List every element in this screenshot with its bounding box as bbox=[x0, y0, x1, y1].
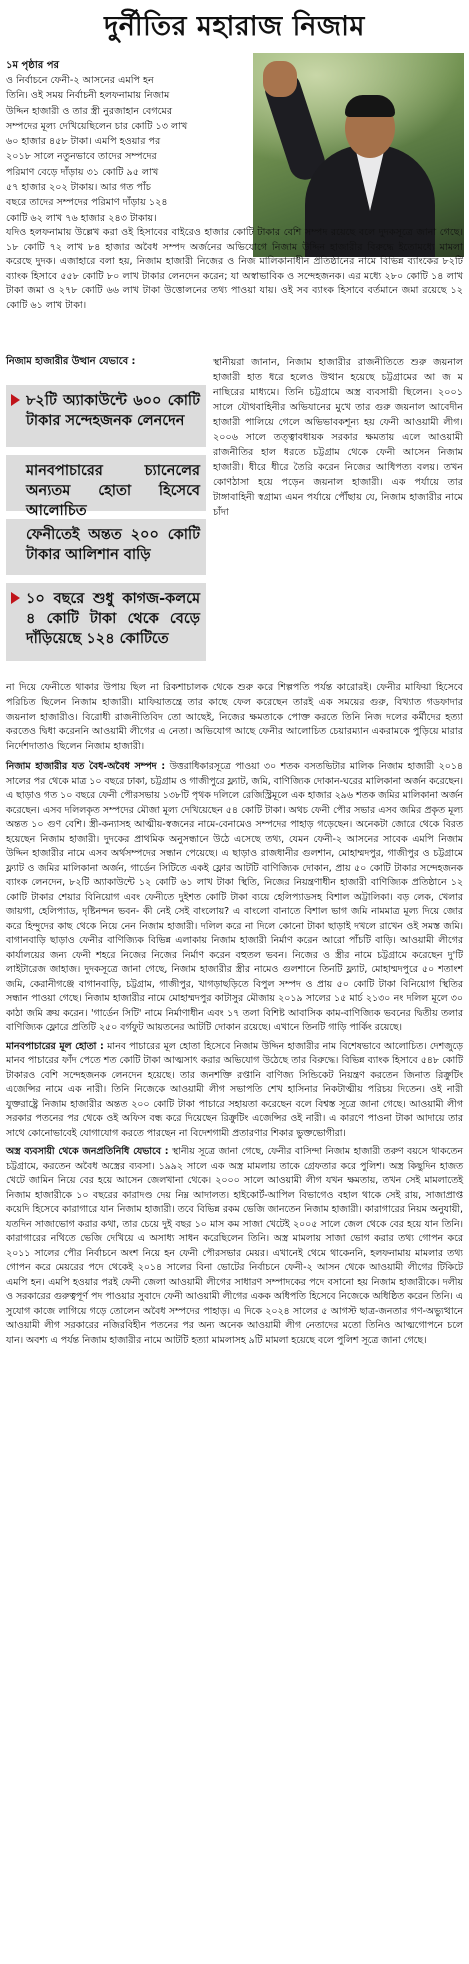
intro-line: ও নির্বাচনে ফেনী-২ আসনের এমপি হন bbox=[6, 75, 154, 86]
intro-line: সম্পদের মূল্য দেখিয়েছিলেন চার কোটি ১৩ লাখ bbox=[6, 120, 188, 132]
pullquote-accounts: ৮২টি অ্যাকাউন্টে ৬০০ কোটি টাকার সন্দেহজনক লেনদেন bbox=[6, 385, 206, 447]
assets-lead: নিজাম হাজারীর যত বৈধ-অবৈধ সম্পদ : bbox=[6, 761, 166, 772]
pullquote-assets-growth: ১০ বছরে শুধু কাগজ-কলমে ৪ কোটি টাকা থেকে বেড়ে দাঁড়িয়েছে ১২৪ কোটিতে bbox=[6, 583, 206, 661]
intro-line: ৫৭ হাজার ২০২ টাকায়। আর গত পাঁচ bbox=[6, 182, 151, 194]
intro-section bbox=[0, 55, 469, 355]
article bbox=[0, 6, 469, 1348]
assets-section bbox=[0, 760, 469, 1036]
trafficking-body: মানব পাচারের মূল হোতা হিসেবে নিজাম উদ্দিন হাজারীর নাম বিশেষভাবে আলোচিত। দেশজুড়ে মানব পাচারের ফাঁদ পেতে শত কোটি টাকা আত্মসাৎ করার অভিযোগ উঠেছে তার বিরুদ্ধে। বিভিন্ন ব্যাংক হিসাবে ৫৪৮ কোটি টাকারও বেশি সন্দেহজনক লেনদেন হয়েছে। তার জনশক্তি রপ্তানি বাণিজ্য সিন্ডিকেট নিয়ন্ত্রণ করতেন জিনাত রিক্রুটিং এজেন্সির নামে এক নারী। তিনি নিজেকে আওয়ামী লীগ সভাপতি শেখ হাসিনার নিকটাত্মীয় পরিচয় দিতেন। ওই নারী যুক্তরাষ্ট্রে নিজাম হাজারীর অন্তত ২০০ কোটি টাকা পাচারে সহায়তা করেছেন বলে বিশ্বস্ত সূত্রে জানা গেছে। আওয়ামী লীগ সরকার পতনের পর থেকে ওই অফিস বন্ধ করে দিয়েছেন রিক্রুটিং এজেন্সির ওই নারী। এ কারণে পাওনা টাকা আদায়ে তার সাথে কোনোভাবেই যোগাযোগ করতে পারছেন না বিদেশগামী প্রতারণার শিকার ভুক্তভোগীরা। bbox=[6, 1040, 463, 1139]
intro-line: ২০১৮ সালে নতুনভাবে তাদের সম্পদের bbox=[6, 151, 157, 163]
arrow-icon bbox=[11, 394, 20, 406]
trafficking-section bbox=[0, 1036, 469, 1142]
arms-body: স্থানীয় সূত্রে জানা গেছে, ফেনীর বাসিন্দা নিজাম হাজারী তরুণ বয়সে থাকতেন চট্টগ্রামে, করতেন অবৈধ অস্ত্রের ব্যবসা। ১৯৯২ সালে এক অস্ত্র মামলায় তাকে গ্রেফতার করে পুলিশ। অস্ত্র কিছুদিন হাজত খেটে জামিন নিয়ে বের হয়ে আসেন জেলখানা থেকে। ২০০০ সালে আওয়ামী লীগ যখন ক্ষমতায়, তখন সেই মামলাতেই নিজাম হাজারীকে ১০ বছরের কারাদণ্ড দেয় নিম্ন আদালত। হাইকোর্ট-আপিল বিভাগেও বহাল থাকে সেই রায়, সাজাপ্রাপ্ত কয়েদি হিসেবে কারাগারে যান নিজাম হাজারী। তবে বিভিন্ন রকম ভেজি জানতেন নিজাম হাজারী। কারাগারের নিয়ম অনুযায়ী, যতদিন সাজাভোগ করার কথা, তার চেয়ে দুই বছর ১০ মাস কম সাজা খেটেই ২০০৫ সালে জেল থেকে বের হয়ে যান তিনি। কারাগারের নথিতে ভেজি দেখিয়ে এ অসাধ্য সাধন করেছিলেন তিনি। অস্ত্র মামলায় সাজা ভোগ করার তথ্য গোপন করে ২০১১ সালের পৌর নির্বাচনে অংশ নিয়ে হন ফেনী পৌরসভার মেয়র। এখানেই থেমে থাকেননি, হলফনামায় মামলার তথ্য গোপন করে মেয়রের পদে থেকেই ২০১৪ সালের বিনা ভোটের নির্বাচনে ফেনী-২ আসন থেকে আওয়ামী লীগের টিকিটে এমপি হন। এমপি হওয়ার পরই ফেনী জেলা আওয়ামী লীগের সাধারণ সম্পাদকের পদে বসানো হয় নিজাম হাজারীকে। দলীয় ও সরকারের গুরুত্বপূর্ণ পদ পাওয়ার সুবাদে ফেনী আওয়ামী লীগের একক অধিপতি হিসেবে নিজেকে অধিষ্ঠিত করেন তিনি। এ সুযোগ কাজে লাগিয়ে গড়ে তোলেন অবৈধ সম্পদের পাহাড়। এ দিকে ২০২৪ সালের ৫ আগস্ট ছাত্র-জনতার গণ-অভ্যুত্থানে আওয়ামী লীগ সরকারের নজিরবিহীন পতনের পর অন্য অনেক আওয়ামী লীগ নেতাদের মতো তিনিও আত্মগোপনে চলে যান। অবশ্য এ পর্যন্ত নিজাম হাজারীর নামে আটটি হত্যা মামলাসহ ৯টি মামলা হয়েছে বলে পুলিশ সূত্রে জানা গেছে। bbox=[6, 1146, 463, 1346]
intro-body: যদিও হলফনামায় উল্লেখ করা ওই হিসাবের বাইরেও হাজার কোটি টাকার বেশি সম্পদ রয়েছে বলে দুদকসূত্রে জানা গেছে। ১৮ কোটি ৭২ লাখ ৮৪ হাজার অবৈধ সম্পদ অর্জনের অভিযোগে নিজাম উদ্দিন হাজারীর বিরুদ্ধে ইতোমধ্যে মামলা করেছে দুদক। এজাহারে বলা হয়, নিজাম হাজারী নিজের ও নিজ মালিকানাধীন প্রতিষ্ঠানের নামে বিভিন্ন ব্যাংকের ৮২টি ব্যাংক হিসাবে ৫৫৮ কোটি ৮০ লাখ টাকার লেনদেন করেন; যা অস্বাভাবিক ও সন্দেহজনক। এর মধ্যে ২৮০ কোটি ১৪ লাখ টাকা জমা ও ২৭৮ কোটি ৬৬ লাখ টাকা উত্তোলনের তথ্য পাওয়া যায়। ওই সব ব্যাংক হিসাবে বর্তমানে জমা রয়েছে ১২ কোটি ৬১ লাখ টাকা। bbox=[6, 227, 463, 311]
intro-line: ৬০ হাজার ৪৫৮ টাকা। এমপি হওয়ার পর bbox=[6, 136, 161, 148]
intro-line: পরিমাণ বেড়ে দাঁড়ায় ৩১ কোটি ৯৫ লাখ bbox=[6, 166, 159, 178]
pullquote-trafficking: মানবপাচারের চ্যানেলের অন্যতম হোতা হিসেবে আলোচিত bbox=[6, 455, 206, 511]
rise-lead: নিজাম হাজারীর উত্থান যেভাবে : bbox=[6, 356, 136, 367]
rise-section bbox=[0, 355, 469, 760]
trafficking-lead: মানবপাচারের মূল হোতা : bbox=[6, 1040, 104, 1052]
arms-section bbox=[0, 1141, 469, 1348]
pullquote-house: ফেনীতেই অন্তত ২০০ কোটি টাকার আলিশান বাড়ি bbox=[6, 519, 206, 575]
rise-body: না দিয়ে ফেনীতে থাকার উপায় ছিল না রিকশাচালক থেকে শুরু করে শিল্পপতি পর্যন্ত কারোরই। ফেনীর মাফিয়া হিসেবে পরিচিত ছিলেন নিজাম হাজারী। মাফিয়াতন্ত্রে তার কাছে ফেল করেছেন তারই এক সময়ের গুরু, বিখ্যাত গডফাদার জয়নাল হাজারীও। বিরোধী রাজনীতিবিদ তো আছেই, নিজের ক্ষমতাকে পোক্ত করতে তিনি নিজ দলের কর্মীদের হত্যা করতেও দ্বিধা করেননি আওয়ামী লীগের এ নেতা। অভিযোগ আছে ফেনীর আলোচিত চেয়ারম্যান একরামকে পুড়িয়ে মারার নির্দেশদাতাও ছিলেন নিজাম হাজারী। bbox=[6, 682, 463, 753]
arms-lead: অস্ত্র ব্যবসায়ী থেকে জনপ্রতিনিধি যেভাবে : bbox=[6, 1146, 169, 1157]
intro-left-column bbox=[6, 73, 248, 226]
intro-line: তিনি। ওই সময় নির্বাচনী হলফনামায় নিজাম bbox=[6, 90, 170, 102]
rise-right-column: স্থানীয়রা জানান, নিজাম হাজারীর রাজনীতিতে শুরু জয়নাল হাজারী হাত ধরে হলেও উত্থান হয়েছে চট্টগ্রামের আ জ ম নাছিরের মাধ্যমে। তিনি চট্টগ্রামে অস্ত্র ব্যবসায়ী ছিলেন। ২০০১ সালে যৌথবাহিনীর অভিযানের মুখে তার গুরু জয়নাল আবেদীন হাজারী পালিয়ে গেলে অভিভাবকশূন্য হয় ফেনী আওয়ামী লীগ। ২০০৬ সালে তত্ত্বাবধায়ক সরকার ক্ষমতায় এলে আওয়ামী রাজনীতির হাল ধরতে চট্টগ্রাম থেকে ফেনী আসেন নিজাম হাজারী। ধীরে ধীরে তৈরি করেন নিজের আধিপত্য বলয়। তখন কোণঠাসা হয়ে পড়েন জয়নাল হাজারী। এক পর্যায়ে তার টাঙ্গাবাহিনী স্বগ্রাম্য এমন পর্যায়ে পৌঁছায় যে, নিজাম হাজারীর নামে চাঁদা bbox=[213, 357, 463, 518]
intro-line: কোটি ৬২ লাখ ৭৬ হাজার ২৪৩ টাকায়। bbox=[6, 212, 157, 224]
intro-line: বছরে তাদের সম্পদের পরিমাণ দাঁড়ায় ১২৪ bbox=[6, 197, 168, 209]
arrow-icon bbox=[11, 592, 20, 604]
headline: দুর্নীতির মহারাজ নিজাম bbox=[104, 11, 365, 42]
intro-line: উদ্দিন হাজারী ও তার স্ত্রী নুরজাহান বেগমের bbox=[6, 105, 173, 117]
assets-body: উত্তরাধিকারসূত্রে পাওয়া ৩০ শতক বসতভিটার মালিক নিজাম হাজারী ২০১৪ সালের পর থেকে মাত্র ১০ বছরে ঢাকা, চট্টগ্রাম ও গাজীপুরে ফ্ল্যাট, জমি, বাণিজ্যিক দোকান-ঘরের মালিকানা অর্জন করেছেন। এ ছাড়াও গত ১০ বছরে ফেনী পৌরসভায় ১৩৮টি পৃথক দলিলে রেজিস্ট্রিমূলে এক হাজার ২৯৬ শতক জমির মালিকানা অর্জন করেছেন। এসব দলিলকৃত সম্পদের মৌজা মূল্য দেখিয়েছেন ৫৪ কোটি টাকা। অথচ ফেনী পৌর সভার এসব জমির প্রকৃত মূল্য অন্তত ১০ গুণ বেশি। স্ত্রী-কন্যাসহ আত্মীয়-স্বজনের নামে-বেনামেও সম্পদের পাহাড় গড়েছেন। অনেকটা জোরে থেকে বিরত হয়েছেন নিজাম হাজারী। দুদকের প্রাথমিক অনুসন্ধানে উঠে এসেছে তথ্য, যেমন ফেনী-২ আসনের সাবেক এমপি নিজাম উদ্দিন হাজারীর নামে এসব অর্থসম্পদের সন্ধান পেয়েছে। এ ছাড়াও রাজধানীর গুলশান, মোহাম্মদপুর, গাজীপুর ও চট্টগ্রামে ফ্ল্যাট ও জমির মালিকানা অর্জন, গার্ডেন সিটিতে একই ফ্লোর আটটি বাণিজ্যিক দোকান, প্রায় ৫০ কোটি টাকার সন্দেহজনক ব্যাংক লেনদেন, ৮২টি অ্যাকাউন্টে ১২ কোটি ৬১ লাখ টাকা স্থিতি, নিজের নিয়ন্ত্রণাধীন হাজারী বাণিজ্যিক প্রতিষ্ঠানে ১২ কোটি টাকার শেয়ার বিনিয়োগ এবং ফেনীতে দুইশত কোটি টাকা ব্যয়ে হেলিপ্যাডসহ বিশাল অট্টালিকা। বড় লেক, খেলার জায়গা, হেলিপ্যাড, দৃষ্টিনন্দন ভবন- কী নেই সেই বাংলোয়? এ বাংলো বানাতে বিশাল ভাগ জমি নামমাত্র মূল্য দিয়ে জোর করে হিন্দুদের কাছ থেকে নিয়ে নেন নিজাম হাজারী। দলিল করে না দিলে কোনো টাকা ছাড়াই দখলে রাখেন ওই সমস্ত জমি। বাগানবাড়ি ছাড়াও ফেনীর বাণিজ্যিক বিভিন্ন এলাকায় নিজাম হাজারী নির্মাণ করেন আরো পাঁচটি বাড়ি। আওয়ামী লীগের কার্যালয়ের জন্য ফেনী শহরে নিজের নিজের নির্মাণ করেন বহুতল ভবন। নিজের ও স্ত্রীর নামে চট্টগ্রামে করেছেন দু'টি লাইটারেজ জাহাজ। দুদকসূত্রে জানা গেছে, নিজাম হাজারীর স্ত্রীর নামেও গুলশানে তিনটি ফ্ল্যাট, মোহাম্মদপুরে ৫০ শতাংশ জমি, কেরানীগঞ্জে বাগানবাড়ি, চট্টগ্রাম, গাজীপুর, খাগড়াছড়িতে বিপুল সম্পদ ও প্রায় ৫০ কোটি টাকা বিনিয়োগ স্থিতির সন্ধান পাওয়া গেছে। নিজাম হাজারীর নামে মোহাম্মদপুর কাটাসুর মৌজায় ২০১৯ সালের ১৫ মার্চ ২১৩০ নং দলিল মূলে ৩০ কাঠা জমি ক্রয় করেন। 'গার্ডেন সিটি' নামে নির্মাণাধীন এবং ১৭ তলা বিশিষ্ট আবাসিক কাম-বাণিজ্যিক ভবনের দ্বিতীয় তলার বাণিজ্যিক ফ্লোরে প্রতিটি ২৫০ বর্গফুট আয়তনের আটটি দোকান রয়েছে। এখানে তিনটি গাড়ি পার্কিং রয়েছে। bbox=[6, 761, 463, 1033]
intro-ref: ১ম পৃষ্ঠার পর bbox=[6, 60, 59, 71]
